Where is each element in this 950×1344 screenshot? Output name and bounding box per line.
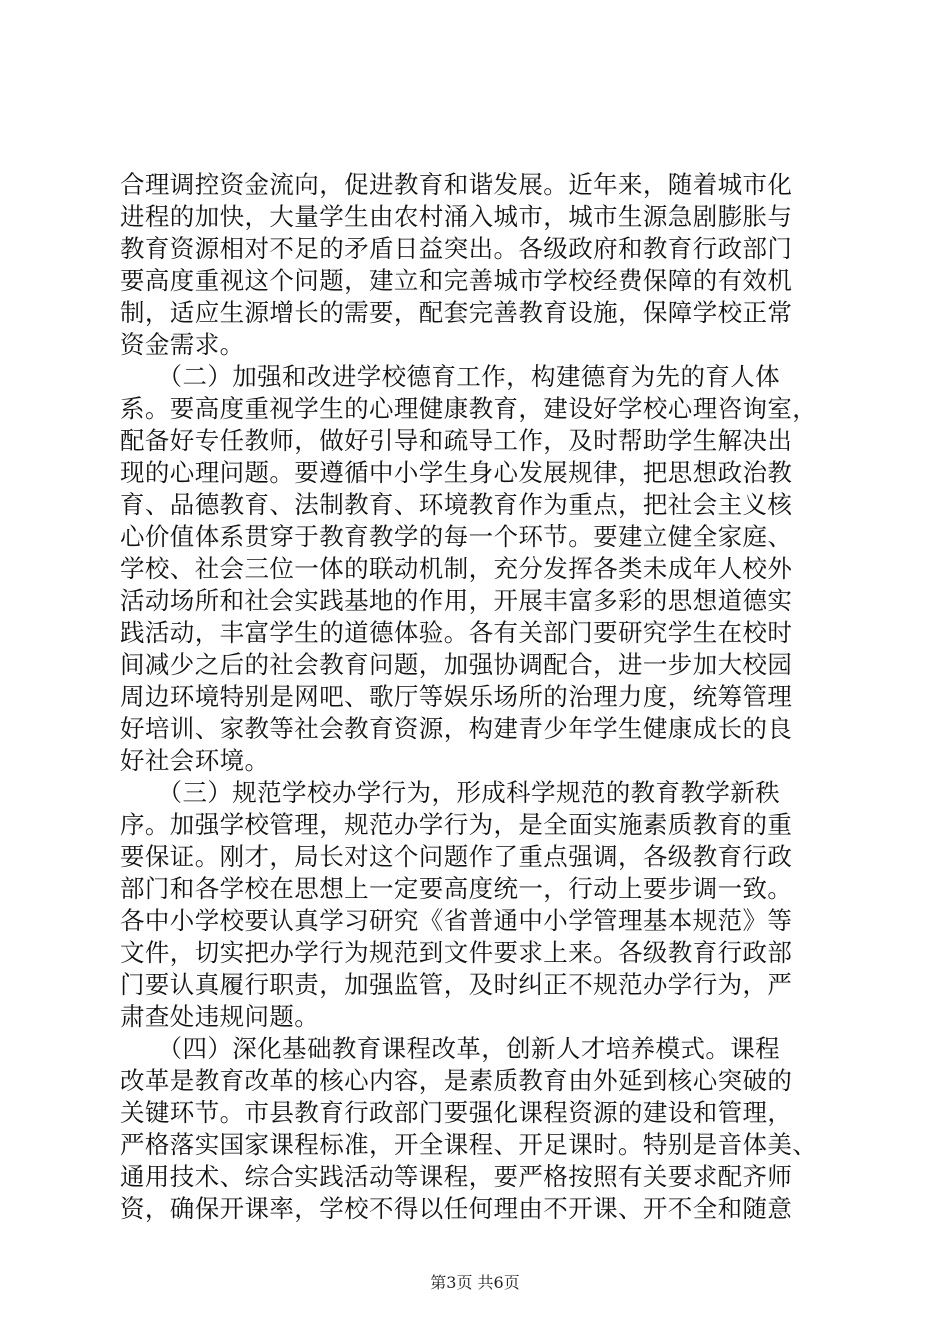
text-line: 改革是教育改革的核心内容，是素质教育由外延到核心突破的 [120,1066,793,1095]
text-line: 活动场所和社会实践基地的作用，开展丰富多彩的思想道德实 [120,586,793,615]
text-line: 通用技术、综合实践活动等课程，要严格按照有关要求配齐师 [120,1162,793,1191]
text-line: 育、品德教育、法制教育、环境教育作为重点，把社会主义核 [120,490,793,519]
text-line: 资，确保开课率，学校不得以任何理由不开课、开不全和随意 [120,1194,793,1223]
text-line: 严格落实国家课程标准，开全课程、开足课时。特别是音体美、 [120,1130,818,1159]
text-line: 进程的加快，大量学生由农村涌入城市，城市生源急剧膨胀与 [120,202,793,231]
text-line: 践活动，丰富学生的道德体验。各有关部门要研究学生在校时 [120,618,793,647]
text-line: 制，适应生源增长的需要，配套完善教育设施，保障学校正常 [120,298,793,327]
text-line: 部门和各学校在思想上一定要高度统一，行动上要步调一致。 [120,874,793,903]
text-line: 好培训、家教等社会教育资源，构建青少年学生健康成长的良 [120,714,793,743]
text-line: 要保证。刚才，局长对这个问题作了重点强调，各级教育行政 [120,842,793,871]
text-line: 学校、社会三位一体的联动机制，充分发挥各类未成年人校外 [120,554,793,583]
text-line: （四）深化基础教育课程改革，创新人才培养模式。课程 [120,1034,781,1063]
text-line: 关键环节。市县教育行政部门要强化课程资源的建设和管理， [120,1098,793,1127]
text-line: 序。加强学校管理，规范办学行为，是全面实施素质教育的重 [120,810,793,839]
text-line: 心价值体系贯穿于教育教学的每一个环节。要建立健全家庭、 [120,522,793,551]
text-line: （二）加强和改进学校德育工作，构建德育为先的育人体 [120,362,781,391]
text-line: 周边环境特别是网吧、歌厅等娱乐场所的治理力度，统筹管理 [120,682,793,711]
text-line: 系。要高度重视学生的心理健康教育，建设好学校心理咨询室， [120,394,818,423]
text-line: 间减少之后的社会教育问题，加强协调配合，进一步加大校园 [120,650,793,679]
text-line: 肃查处违规问题。 [120,1002,320,1031]
text-line: 要高度重视这个问题，建立和完善城市学校经费保障的有效机 [120,266,793,295]
text-line: 资金需求。 [120,330,245,359]
text-line: 各中小学校要认真学习研究《省普通中小学管理基本规范》等 [120,906,793,935]
text-line: （三）规范学校办学行为，形成科学规范的教育教学新秩 [120,778,781,807]
text-line: 现的心理问题。要遵循中小学生身心发展规律，把思想政治教 [120,458,793,487]
page-number-footer: 第3页 共6页 [430,1273,520,1292]
text-line: 配备好专任教师，做好引导和疏导工作，及时帮助学生解决出 [120,426,793,455]
text-line: 教育资源相对不足的矛盾日益突出。各级政府和教育行政部门 [120,234,793,263]
text-line: 合理调控资金流向，促进教育和谐发展。近年来，随着城市化 [120,170,793,199]
text-line: 文件，切实把办学行为规范到文件要求上来。各级教育行政部 [120,938,793,967]
text-line: 门要认真履行职责，加强监管，及时纠正不规范办学行为，严 [120,970,793,999]
text-line: 好社会环境。 [120,746,270,775]
